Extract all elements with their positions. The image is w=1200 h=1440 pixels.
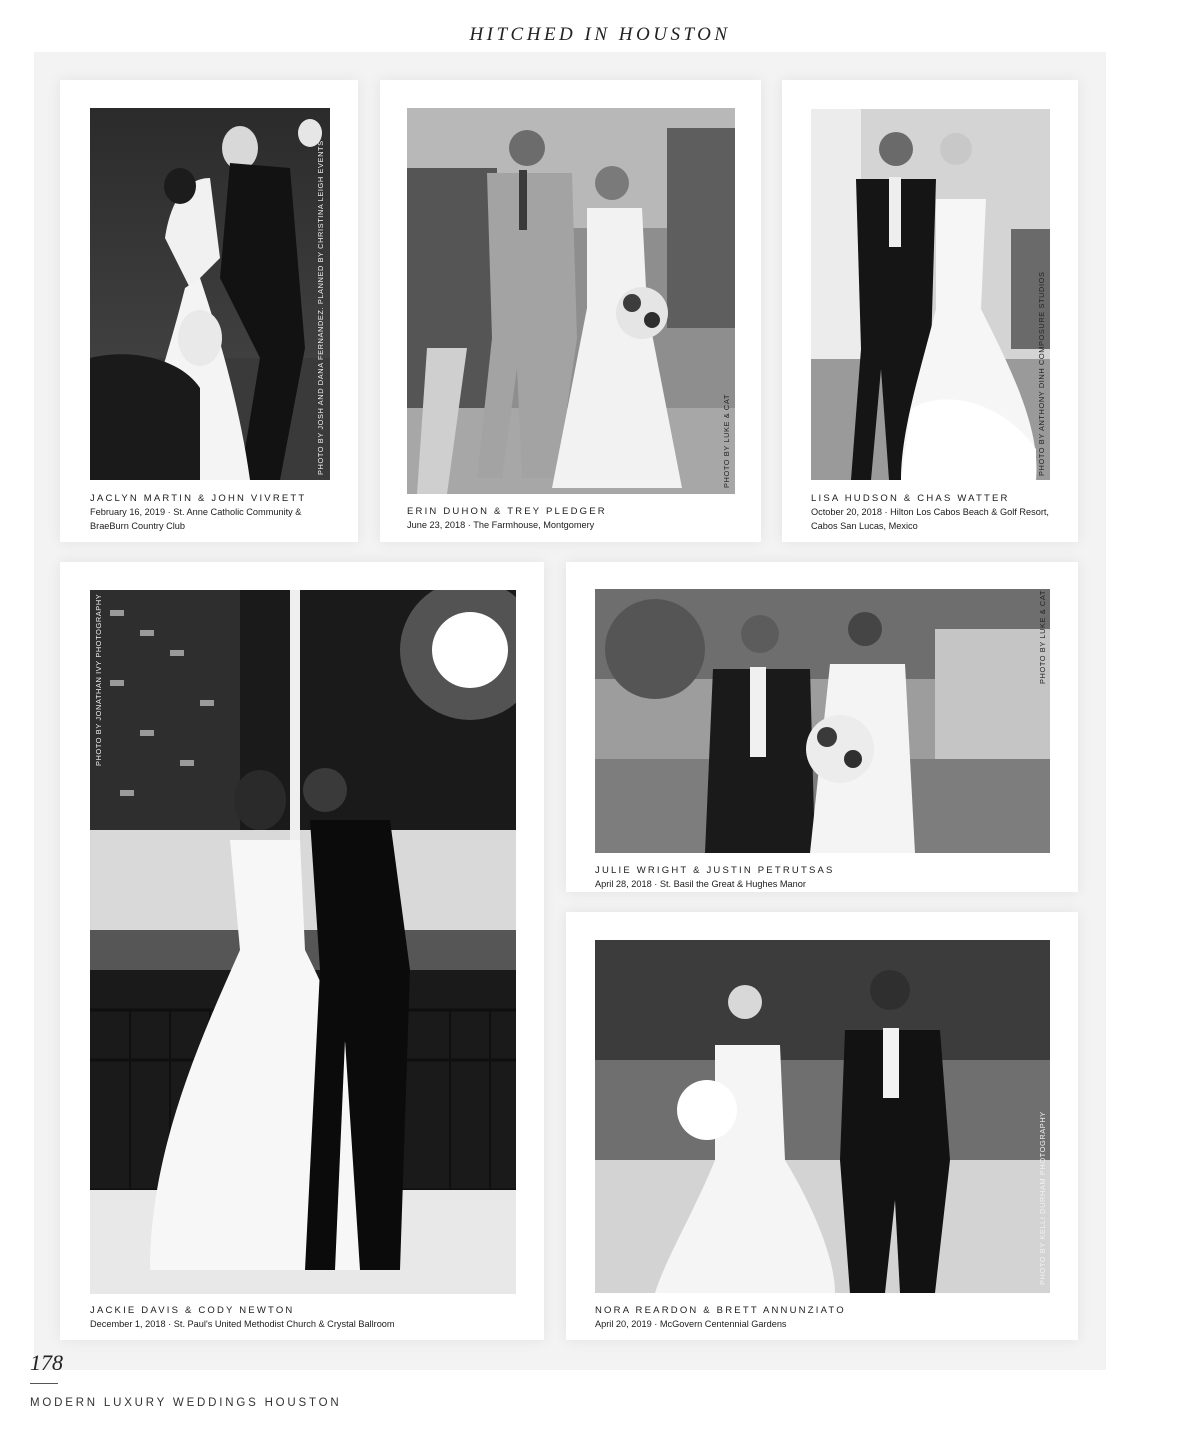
photo-credit: PHOTO BY JONATHAN IVY PHOTOGRAPHY [94, 593, 103, 766]
wedding-card-martin-vivrett [60, 80, 358, 542]
wedding-date: October 20, 2018 [811, 507, 882, 517]
wedding-date: April 28, 2018 [595, 879, 652, 889]
wedding-photo[interactable] [811, 109, 1050, 480]
couple-names: LISA HUDSON & CHAS WATTER [811, 493, 1010, 504]
photo-credit: PHOTO BY LUKE & CAT [722, 394, 731, 488]
wedding-venue: St. Anne Catholic Community & BraeBurn Country Club [90, 507, 302, 531]
wedding-date: June 23, 2018 [407, 520, 466, 530]
wedding-photo[interactable] [407, 108, 735, 494]
wedding-details: April 28, 2018 · St. Basil the Great & Hughes Manor [595, 879, 806, 889]
wedding-photo[interactable] [595, 940, 1050, 1293]
page-number: 178 [30, 1350, 63, 1375]
wedding-details: June 23, 2018 · The Farmhouse, Montgomery [407, 520, 595, 530]
wedding-details: April 20, 2019 · McGovern Centennial Gardens [595, 1319, 787, 1329]
footer-divider [30, 1383, 58, 1384]
couple-names: JACKIE DAVIS & CODY NEWTON [90, 1305, 295, 1316]
wedding-details: February 16, 2019 · St. Anne Catholic Community & BraeBurn Country Club [90, 507, 302, 531]
photo-credit: PHOTO BY JOSH AND DANA FERNANDEZ. PLANNED BY CHRISTINA LEIGH EVENTS [316, 140, 325, 475]
photo-credit: PHOTO BY KELLI DURHAM PHOTOGRAPHY [1038, 1111, 1047, 1285]
wedding-card-hudson-watter [782, 80, 1078, 542]
photo-credit: PHOTO BY LUKE & CAT [1038, 590, 1047, 684]
couple-names: NORA REARDON & BRETT ANNUNZIATO [595, 1305, 846, 1316]
publication-name: MODERN LUXURY WEDDINGS HOUSTON [30, 1397, 342, 1409]
wedding-photo[interactable] [90, 108, 330, 480]
wedding-venue: The Farmhouse, Montgomery [473, 520, 595, 530]
wedding-date: April 20, 2019 [595, 1319, 652, 1329]
wedding-details: December 1, 2018 · St. Paul's United Methodist Church & Crystal Ballroom [90, 1319, 395, 1329]
wedding-photo[interactable] [90, 590, 516, 1294]
page-title: HITCHED IN HOUSTON [469, 24, 731, 45]
wedding-card-wright-petrutsas [566, 562, 1078, 892]
wedding-venue: St. Paul's United Methodist Church & Crystal Ballroom [173, 1319, 395, 1329]
wedding-card-davis-newton [60, 562, 544, 1340]
wedding-card-duhon-pledger [380, 80, 761, 542]
couple-names: JACLYN MARTIN & JOHN VIVRETT [90, 493, 307, 504]
wedding-venue: St. Basil the Great & Hughes Manor [659, 879, 806, 889]
wedding-card-reardon-annunziato [566, 912, 1078, 1340]
couple-names: JULIE WRIGHT & JUSTIN PETRUTSAS [595, 865, 835, 876]
wedding-date: December 1, 2018 [90, 1319, 166, 1329]
photo-credit: PHOTO BY ANTHONY DINH COMPOSURE STUDIOS [1037, 271, 1046, 476]
couple-names: ERIN DUHON & TREY PLEDGER [407, 506, 607, 517]
wedding-venue: Hilton Los Cabos Beach & Golf Resort, Cabos San Lucas, Mexico [811, 507, 1049, 531]
wedding-photo[interactable] [595, 589, 1050, 853]
wedding-venue: McGovern Centennial Gardens [659, 1319, 787, 1329]
wedding-date: February 16, 2019 [90, 507, 166, 517]
wedding-details: October 20, 2018 · Hilton Los Cabos Beach & Golf Resort, Cabos San Lucas, Mexico [811, 507, 1049, 531]
